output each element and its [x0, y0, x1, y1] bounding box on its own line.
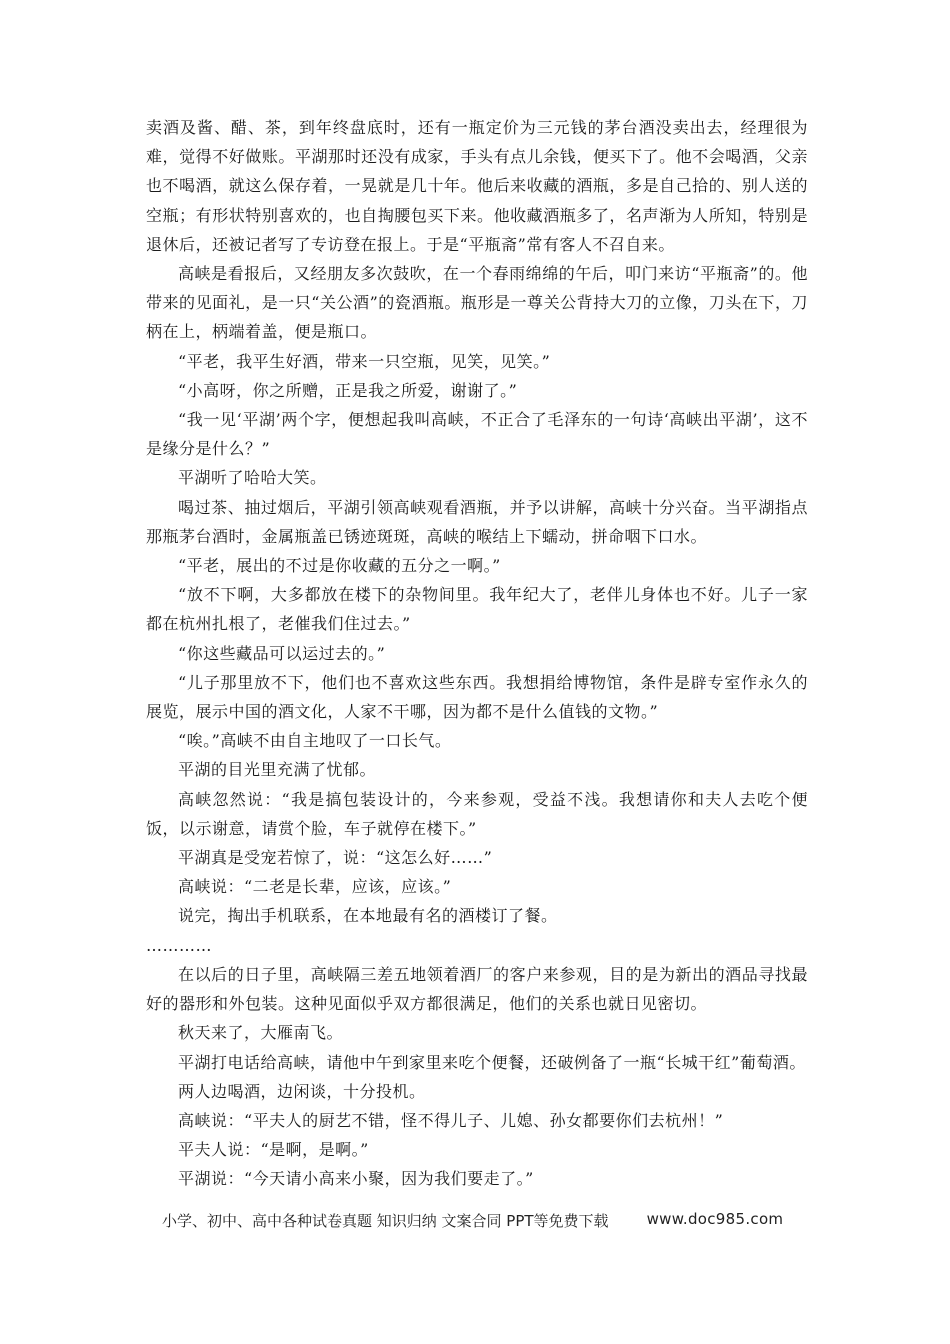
footer-url[interactable]: www.doc985.com — [646, 1210, 784, 1228]
footer-text: 小学、初中、高中各种试卷真题 知识归纳 文案合同 PPT等免费下载 — [162, 1212, 609, 1230]
paragraph: “我一见‘平湖’两个字，便想起我叫高峡，不正合了毛泽东的一句诗‘高峡出平湖’，这不是缘分是什么？” — [146, 410, 808, 459]
paragraph: 平湖打电话给高峡，请他中午到家里来吃个便餐，还破例备了一瓶“长城干红”葡萄酒。 — [178, 1052, 806, 1072]
paragraph: 高峡说：“二老是长辈，应该，应该。” — [178, 877, 452, 897]
paragraph: “平老，我平生好酒，带来一只空瓶，见笑，见笑。” — [178, 351, 551, 371]
paragraph: 在以后的日子里，高峡隔三差五地领着酒厂的客户来参观，目的是为新出的酒品寻找最好的器形和外包装。这种见面似乎双方都很满足，他们的关系也就日见密切。 — [146, 964, 808, 1014]
paragraph: 秋天来了，大雁南飞。 — [178, 1023, 344, 1043]
paragraph: “放不下啊，大多都放在楼下的杂物间里。我年纪大了，老伴儿身体也不好。儿子一家都在杭州扎根了，老催我们住过去。” — [146, 585, 808, 634]
paragraph: ………… — [146, 935, 212, 955]
paragraph: 两人边喝酒，边闲谈，十分投机。 — [178, 1081, 426, 1101]
paragraph: 高峡说：“平夫人的厨艺不错，怪不得儿子、儿媳、孙女都要你们去杭州！” — [178, 1110, 724, 1130]
paragraph: 平湖说：“今天请小高来小聚，因为我们要走了。” — [178, 1169, 534, 1189]
paragraph: 高峡忽然说：“我是搞包装设计的，今来参观，受益不浅。我想请你和夫人去吃个便饭，以示谢意，请赏个脸，车子就停在楼下。” — [146, 789, 808, 838]
page-footer — [162, 1210, 802, 1231]
paragraph: 平夫人说：“是啊，是啊。” — [178, 1140, 369, 1160]
paragraph: 说完，掏出手机联系，在本地最有名的酒楼订了餐。 — [178, 906, 558, 926]
paragraph: 平湖真是受宠若惊了，说：“这怎么好……” — [178, 848, 493, 868]
paragraph: 平湖听了哈哈大笑。 — [178, 468, 327, 488]
paragraph: “你这些藏品可以运过去的。” — [178, 643, 386, 663]
paragraph: 高峡是看报后，又经朋友多次鼓吹，在一个春雨绵绵的午后，叩门来访“平瓶斋”的。他带来的见面礼，是一只“关公酒”的瓷酒瓶。瓶形是一尊关公背持大刀的立像，刀头在下，刀柄在上，柄端着盖，便是瓶口。 — [146, 264, 808, 342]
paragraph: “小高呀，你之所赠，正是我之所爱，谢谢了。” — [178, 380, 518, 400]
paragraph: 平湖的目光里充满了忧郁。 — [178, 760, 377, 780]
paragraph: “儿子那里放不下，他们也不喜欢这些东西。我想捐给博物馆，条件是辟专室作永久的展览，展示中国的酒文化，人家不干哪，因为都不是什么值钱的文物。” — [146, 672, 808, 722]
paragraph: 卖酒及酱、醋、茶，到年终盘底时，还有一瓶定价为三元钱的茅台酒没卖出去，经理很为难，觉得不好做账。平湖那时还没有成家，手头有点儿余钱，便买下了。他不会喝酒，父亲也不喝酒，就这么保存着，一晃就是几十年。他后来收藏的酒瓶，多是自己拾的、别人送的空瓶；有形状特别喜欢的，也自掏腰包买下来。他收藏酒瓶多了，名声渐为人所知，特别是退休后，还被记者写了专访登在报上。于是“平瓶斋”常有客人不召自来。 — [146, 118, 808, 254]
paragraph: “唉。”高峡不由自主地叹了一口长气。 — [178, 731, 452, 751]
paragraph: 喝过茶、抽过烟后，平湖引领高峡观看酒瓶，并予以讲解，高峡十分兴奋。当平湖指点那瓶茅台酒时，金属瓶盖已锈迹斑斑，高峡的喉结上下蠕动，拼命咽下口水。 — [146, 497, 808, 546]
paragraph: “平老，展出的不过是你收藏的五分之一啊。” — [178, 556, 501, 576]
article-body — [146, 113, 808, 1194]
